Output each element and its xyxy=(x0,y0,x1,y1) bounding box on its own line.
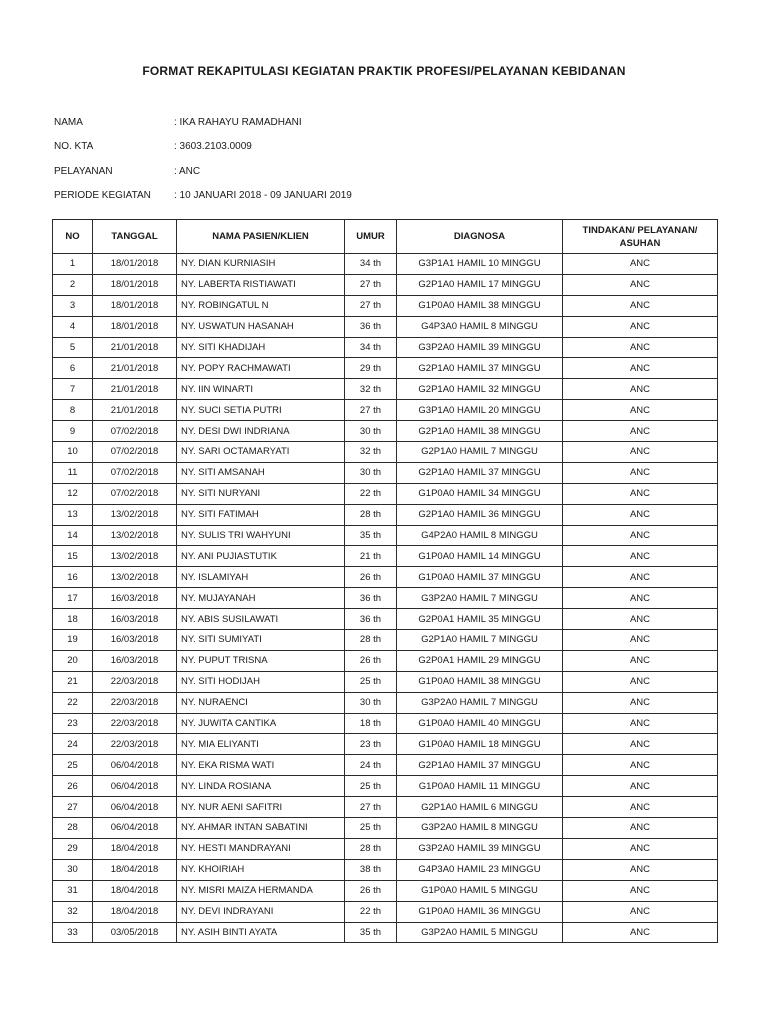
cell-diagnosa: G2P0A1 HAMIL 35 MINGGU xyxy=(397,609,563,630)
cell-no: 30 xyxy=(53,859,93,880)
cell-tindakan: ANC xyxy=(563,755,718,776)
cell-diagnosa: G3P2A0 HAMIL 5 MINGGU xyxy=(397,922,563,943)
cell-umur: 32 th xyxy=(345,379,397,400)
table-row xyxy=(53,421,718,442)
cell-diagnosa: G2P1A0 HAMIL 17 MINGGU xyxy=(397,274,563,295)
cell-diagnosa: G3P2A0 HAMIL 39 MINGGU xyxy=(397,838,563,859)
info-label: PERIODE KEGIATAN xyxy=(54,190,151,202)
cell-nama-pasien: NY. SITI KHADIJAH xyxy=(177,337,345,358)
cell-no: 9 xyxy=(53,421,93,442)
cell-tanggal: 07/02/2018 xyxy=(93,421,177,442)
cell-nama-pasien: NY. MISRI MAIZA HERMANDA xyxy=(177,880,345,901)
cell-tanggal: 18/04/2018 xyxy=(93,901,177,922)
cell-umur: 28 th xyxy=(345,504,397,525)
cell-nama-pasien: NY. ASIH BINTI AYATA xyxy=(177,922,345,943)
cell-umur: 29 th xyxy=(345,358,397,379)
cell-tindakan: ANC xyxy=(563,316,718,337)
info-row-periode xyxy=(54,184,474,209)
cell-diagnosa: G4P3A0 HAMIL 8 MINGGU xyxy=(397,316,563,337)
cell-umur: 27 th xyxy=(345,797,397,818)
cell-nama-pasien: NY. HESTI MANDRAYANI xyxy=(177,838,345,859)
table-row xyxy=(53,442,718,463)
cell-tanggal: 13/02/2018 xyxy=(93,525,177,546)
cell-nama-pasien: NY. EKA RISMA WATI xyxy=(177,755,345,776)
table-header-row xyxy=(53,220,718,254)
cell-diagnosa: G1P0A0 HAMIL 5 MINGGU xyxy=(397,880,563,901)
cell-tanggal: 21/01/2018 xyxy=(93,379,177,400)
cell-no: 6 xyxy=(53,358,93,379)
cell-tindakan: ANC xyxy=(563,797,718,818)
cell-nama-pasien: NY. MUJAYANAH xyxy=(177,588,345,609)
cell-tanggal: 18/01/2018 xyxy=(93,254,177,275)
cell-tanggal: 16/03/2018 xyxy=(93,630,177,651)
cell-diagnosa: G3P2A0 HAMIL 7 MINGGU xyxy=(397,692,563,713)
table-row xyxy=(53,337,718,358)
cell-umur: 26 th xyxy=(345,650,397,671)
table-row xyxy=(53,358,718,379)
cell-umur: 26 th xyxy=(345,880,397,901)
cell-diagnosa: G2P1A0 HAMIL 37 MINGGU xyxy=(397,755,563,776)
table-row xyxy=(53,650,718,671)
cell-no: 23 xyxy=(53,713,93,734)
table-row xyxy=(53,588,718,609)
cell-nama-pasien: NY. SARI OCTAMARYATI xyxy=(177,442,345,463)
cell-no: 28 xyxy=(53,818,93,839)
cell-nama-pasien: NY. DEVI INDRAYANI xyxy=(177,901,345,922)
cell-nama-pasien: NY. NURAENCI xyxy=(177,692,345,713)
info-value: : 3603.2103.0009 xyxy=(174,141,252,153)
cell-diagnosa: G2P1A0 HAMIL 6 MINGGU xyxy=(397,797,563,818)
cell-diagnosa: G2P1A0 HAMIL 32 MINGGU xyxy=(397,379,563,400)
cell-no: 10 xyxy=(53,442,93,463)
cell-umur: 27 th xyxy=(345,400,397,421)
cell-umur: 30 th xyxy=(345,462,397,483)
cell-tanggal: 18/04/2018 xyxy=(93,880,177,901)
table-row xyxy=(53,483,718,504)
cell-diagnosa: G4P2A0 HAMIL 8 MINGGU xyxy=(397,525,563,546)
cell-tindakan: ANC xyxy=(563,713,718,734)
cell-diagnosa: G3P1A0 HAMIL 20 MINGGU xyxy=(397,400,563,421)
cell-tindakan: ANC xyxy=(563,504,718,525)
cell-tindakan: ANC xyxy=(563,880,718,901)
cell-nama-pasien: NY. SITI FATIMAH xyxy=(177,504,345,525)
table-row xyxy=(53,274,718,295)
table-row xyxy=(53,546,718,567)
info-row-nama xyxy=(54,110,474,135)
cell-umur: 36 th xyxy=(345,609,397,630)
cell-nama-pasien: NY. SULIS TRI WAHYUNI xyxy=(177,525,345,546)
cell-tanggal: 18/04/2018 xyxy=(93,859,177,880)
cell-tindakan: ANC xyxy=(563,442,718,463)
cell-diagnosa: G2P1A0 HAMIL 37 MINGGU xyxy=(397,358,563,379)
cell-umur: 36 th xyxy=(345,588,397,609)
table-row xyxy=(53,609,718,630)
cell-tanggal: 03/05/2018 xyxy=(93,922,177,943)
table-row xyxy=(53,400,718,421)
cell-no: 8 xyxy=(53,400,93,421)
table-row xyxy=(53,797,718,818)
cell-umur: 34 th xyxy=(345,254,397,275)
cell-tindakan: ANC xyxy=(563,922,718,943)
cell-nama-pasien: NY. NUR AENI SAFITRI xyxy=(177,797,345,818)
cell-no: 15 xyxy=(53,546,93,567)
cell-nama-pasien: NY. ROBINGATUL N xyxy=(177,295,345,316)
recap-table xyxy=(52,219,718,943)
cell-no: 29 xyxy=(53,838,93,859)
cell-tindakan: ANC xyxy=(563,692,718,713)
cell-diagnosa: G1P0A0 HAMIL 14 MINGGU xyxy=(397,546,563,567)
info-value: : 10 JANUARI 2018 - 09 JANUARI 2019 xyxy=(174,190,352,202)
cell-no: 16 xyxy=(53,567,93,588)
cell-no: 26 xyxy=(53,776,93,797)
cell-umur: 21 th xyxy=(345,546,397,567)
cell-no: 1 xyxy=(53,254,93,275)
cell-no: 17 xyxy=(53,588,93,609)
table-row xyxy=(53,671,718,692)
cell-tanggal: 06/04/2018 xyxy=(93,776,177,797)
cell-diagnosa: G1P0A0 HAMIL 38 MINGGU xyxy=(397,671,563,692)
cell-tindakan: ANC xyxy=(563,421,718,442)
cell-umur: 18 th xyxy=(345,713,397,734)
page-title: FORMAT REKAPITULASI KEGIATAN PRAKTIK PROFESI/PELAYANAN KEBIDANAN xyxy=(142,64,626,78)
cell-umur: 22 th xyxy=(345,901,397,922)
cell-tanggal: 06/04/2018 xyxy=(93,797,177,818)
info-value: : IKA RAHAYU RAMADHANI xyxy=(174,116,302,128)
cell-tindakan: ANC xyxy=(563,609,718,630)
cell-diagnosa: G2P0A1 HAMIL 29 MINGGU xyxy=(397,650,563,671)
header-no: NO xyxy=(53,220,93,254)
cell-nama-pasien: NY. AHMAR INTAN SABATINI xyxy=(177,818,345,839)
cell-nama-pasien: NY. USWATUN HASANAH xyxy=(177,316,345,337)
cell-tanggal: 21/01/2018 xyxy=(93,358,177,379)
table-row xyxy=(53,776,718,797)
cell-nama-pasien: NY. SUCI SETIA PUTRI xyxy=(177,400,345,421)
cell-tanggal: 16/03/2018 xyxy=(93,588,177,609)
cell-no: 20 xyxy=(53,650,93,671)
cell-tindakan: ANC xyxy=(563,734,718,755)
cell-umur: 32 th xyxy=(345,442,397,463)
cell-tanggal: 07/02/2018 xyxy=(93,483,177,504)
cell-tanggal: 21/01/2018 xyxy=(93,337,177,358)
cell-tanggal: 13/02/2018 xyxy=(93,504,177,525)
table-row xyxy=(53,818,718,839)
cell-tindakan: ANC xyxy=(563,254,718,275)
cell-tanggal: 16/03/2018 xyxy=(93,609,177,630)
cell-tanggal: 22/03/2018 xyxy=(93,734,177,755)
cell-nama-pasien: NY. ABIS SUSILAWATI xyxy=(177,609,345,630)
table-row xyxy=(53,525,718,546)
cell-umur: 25 th xyxy=(345,671,397,692)
table-row xyxy=(53,504,718,525)
cell-tindakan: ANC xyxy=(563,358,718,379)
cell-umur: 38 th xyxy=(345,859,397,880)
cell-tanggal: 07/02/2018 xyxy=(93,462,177,483)
cell-nama-pasien: NY. LINDA ROSIANA xyxy=(177,776,345,797)
cell-diagnosa: G3P2A0 HAMIL 8 MINGGU xyxy=(397,818,563,839)
cell-no: 21 xyxy=(53,671,93,692)
cell-no: 12 xyxy=(53,483,93,504)
header-tanggal: TANGGAL xyxy=(93,220,177,254)
cell-umur: 27 th xyxy=(345,274,397,295)
cell-umur: 25 th xyxy=(345,776,397,797)
cell-tanggal: 22/03/2018 xyxy=(93,692,177,713)
cell-tindakan: ANC xyxy=(563,567,718,588)
table-row xyxy=(53,462,718,483)
cell-umur: 30 th xyxy=(345,692,397,713)
table-row xyxy=(53,713,718,734)
cell-nama-pasien: NY. SITI AMSANAH xyxy=(177,462,345,483)
cell-nama-pasien: NY. IIN WINARTI xyxy=(177,379,345,400)
cell-no: 3 xyxy=(53,295,93,316)
cell-tanggal: 07/02/2018 xyxy=(93,442,177,463)
table-row xyxy=(53,692,718,713)
cell-diagnosa: G1P0A0 HAMIL 36 MINGGU xyxy=(397,901,563,922)
cell-tindakan: ANC xyxy=(563,525,718,546)
cell-tanggal: 22/03/2018 xyxy=(93,713,177,734)
cell-nama-pasien: NY. DESI DWI INDRIANA xyxy=(177,421,345,442)
cell-nama-pasien: NY. DIAN KURNIASIH xyxy=(177,254,345,275)
table-row xyxy=(53,922,718,943)
cell-no: 2 xyxy=(53,274,93,295)
info-row-kta xyxy=(54,135,474,160)
cell-tindakan: ANC xyxy=(563,901,718,922)
cell-nama-pasien: NY. SITI NURYANI xyxy=(177,483,345,504)
cell-tindakan: ANC xyxy=(563,379,718,400)
table-row xyxy=(53,567,718,588)
cell-no: 31 xyxy=(53,880,93,901)
cell-no: 22 xyxy=(53,692,93,713)
cell-nama-pasien: NY. KHOIRIAH xyxy=(177,859,345,880)
cell-nama-pasien: NY. MIA ELIYANTI xyxy=(177,734,345,755)
table-row xyxy=(53,295,718,316)
cell-tindakan: ANC xyxy=(563,650,718,671)
cell-umur: 22 th xyxy=(345,483,397,504)
cell-umur: 35 th xyxy=(345,922,397,943)
cell-diagnosa: G4P3A0 HAMIL 23 MINGGU xyxy=(397,859,563,880)
table-row xyxy=(53,859,718,880)
cell-umur: 35 th xyxy=(345,525,397,546)
cell-tanggal: 22/03/2018 xyxy=(93,671,177,692)
header-diagnosa: DIAGNOSA xyxy=(397,220,563,254)
cell-diagnosa: G3P2A0 HAMIL 39 MINGGU xyxy=(397,337,563,358)
cell-no: 33 xyxy=(53,922,93,943)
cell-diagnosa: G3P2A0 HAMIL 7 MINGGU xyxy=(397,588,563,609)
table-row xyxy=(53,755,718,776)
table-row xyxy=(53,379,718,400)
cell-tindakan: ANC xyxy=(563,400,718,421)
info-label: NO. KTA xyxy=(54,141,94,153)
cell-diagnosa: G1P0A0 HAMIL 34 MINGGU xyxy=(397,483,563,504)
cell-diagnosa: G2P1A0 HAMIL 37 MINGGU xyxy=(397,462,563,483)
cell-nama-pasien: NY. PUPUT TRISNA xyxy=(177,650,345,671)
cell-tindakan: ANC xyxy=(563,859,718,880)
cell-tindakan: ANC xyxy=(563,462,718,483)
cell-tindakan: ANC xyxy=(563,776,718,797)
header-tindakan: TINDAKAN/ PELAYANAN/ ASUHAN xyxy=(563,220,718,254)
header-nama-pasien: NAMA PASIEN/KLIEN xyxy=(177,220,345,254)
cell-diagnosa: G3P1A1 HAMIL 10 MINGGU xyxy=(397,254,563,275)
cell-umur: 26 th xyxy=(345,567,397,588)
cell-tanggal: 13/02/2018 xyxy=(93,546,177,567)
cell-tindakan: ANC xyxy=(563,546,718,567)
cell-diagnosa: G1P0A0 HAMIL 37 MINGGU xyxy=(397,567,563,588)
cell-tanggal: 18/01/2018 xyxy=(93,295,177,316)
cell-tanggal: 21/01/2018 xyxy=(93,400,177,421)
cell-no: 25 xyxy=(53,755,93,776)
cell-diagnosa: G2P1A0 HAMIL 7 MINGGU xyxy=(397,630,563,651)
cell-umur: 30 th xyxy=(345,421,397,442)
info-label: PELAYANAN xyxy=(54,165,113,177)
cell-tindakan: ANC xyxy=(563,274,718,295)
info-label: NAMA xyxy=(54,116,83,128)
cell-no: 24 xyxy=(53,734,93,755)
table-row xyxy=(53,901,718,922)
cell-umur: 28 th xyxy=(345,838,397,859)
cell-no: 5 xyxy=(53,337,93,358)
cell-umur: 28 th xyxy=(345,630,397,651)
cell-tindakan: ANC xyxy=(563,588,718,609)
cell-umur: 27 th xyxy=(345,295,397,316)
table-row xyxy=(53,880,718,901)
cell-tanggal: 16/03/2018 xyxy=(93,650,177,671)
cell-nama-pasien: NY. JUWITA CANTIKA xyxy=(177,713,345,734)
cell-tanggal: 06/04/2018 xyxy=(93,818,177,839)
cell-umur: 25 th xyxy=(345,818,397,839)
cell-tanggal: 18/01/2018 xyxy=(93,316,177,337)
cell-no: 4 xyxy=(53,316,93,337)
cell-tanggal: 06/04/2018 xyxy=(93,755,177,776)
cell-nama-pasien: NY. ISLAMIYAH xyxy=(177,567,345,588)
cell-nama-pasien: NY. SITI SUMIYATI xyxy=(177,630,345,651)
cell-no: 27 xyxy=(53,797,93,818)
cell-tanggal: 18/04/2018 xyxy=(93,838,177,859)
cell-tindakan: ANC xyxy=(563,671,718,692)
cell-tindakan: ANC xyxy=(563,818,718,839)
cell-diagnosa: G2P1A0 HAMIL 36 MINGGU xyxy=(397,504,563,525)
cell-diagnosa: G1P0A0 HAMIL 38 MINGGU xyxy=(397,295,563,316)
cell-no: 18 xyxy=(53,609,93,630)
cell-nama-pasien: NY. LABERTA RISTIAWATI xyxy=(177,274,345,295)
cell-tindakan: ANC xyxy=(563,295,718,316)
table-row xyxy=(53,630,718,651)
cell-diagnosa: G1P0A0 HAMIL 11 MINGGU xyxy=(397,776,563,797)
table-row xyxy=(53,734,718,755)
cell-tindakan: ANC xyxy=(563,337,718,358)
cell-no: 32 xyxy=(53,901,93,922)
header-umur: UMUR xyxy=(345,220,397,254)
info-row-pelayanan xyxy=(54,159,474,184)
table-row xyxy=(53,254,718,275)
cell-tindakan: ANC xyxy=(563,483,718,504)
table-row xyxy=(53,838,718,859)
cell-no: 19 xyxy=(53,630,93,651)
cell-no: 7 xyxy=(53,379,93,400)
cell-nama-pasien: NY. POPY RACHMAWATI xyxy=(177,358,345,379)
cell-tindakan: ANC xyxy=(563,630,718,651)
cell-no: 11 xyxy=(53,462,93,483)
cell-umur: 34 th xyxy=(345,337,397,358)
table-row xyxy=(53,316,718,337)
cell-tanggal: 13/02/2018 xyxy=(93,567,177,588)
cell-diagnosa: G1P0A0 HAMIL 40 MINGGU xyxy=(397,713,563,734)
cell-no: 14 xyxy=(53,525,93,546)
cell-diagnosa: G1P0A0 HAMIL 18 MINGGU xyxy=(397,734,563,755)
cell-umur: 24 th xyxy=(345,755,397,776)
cell-tindakan: ANC xyxy=(563,838,718,859)
info-value: : ANC xyxy=(174,165,201,177)
cell-diagnosa: G2P1A0 HAMIL 7 MINGGU xyxy=(397,442,563,463)
info-block xyxy=(54,110,474,208)
cell-diagnosa: G2P1A0 HAMIL 38 MINGGU xyxy=(397,421,563,442)
cell-umur: 36 th xyxy=(345,316,397,337)
cell-nama-pasien: NY. SITI HODIJAH xyxy=(177,671,345,692)
table-body xyxy=(53,254,718,943)
cell-umur: 23 th xyxy=(345,734,397,755)
cell-nama-pasien: NY. ANI PUJIASTUTIK xyxy=(177,546,345,567)
cell-no: 13 xyxy=(53,504,93,525)
cell-tanggal: 18/01/2018 xyxy=(93,274,177,295)
